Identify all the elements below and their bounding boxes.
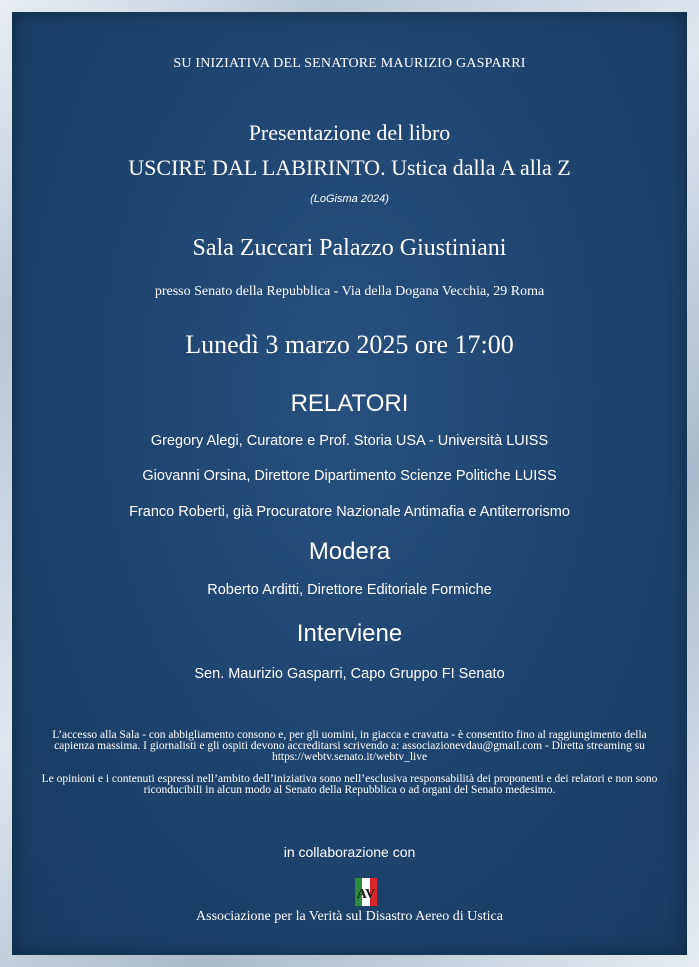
venue-address: presso Senato della Repubblica - Via della Dogana Vecchia, 29 Roma — [154, 284, 545, 299]
presentation-label: Presentazione del libro — [248, 120, 451, 145]
speaker-item: Franco Roberti, già Procuratore Nazionale Antimafia e Antiterrorismo — [129, 504, 570, 520]
intervener-name: Sen. Maurizio Gasparri, Capo Gruppo FI Senato — [194, 666, 505, 682]
invitation-panel — [12, 12, 687, 955]
speakers-heading: RELATORI — [290, 390, 409, 417]
moderator-name: Roberto Arditti, Direttore Editoriale Formiche — [207, 582, 492, 598]
association-logo-icon — [355, 878, 377, 906]
speaker-item: Giovanni Orsina, Direttore Dipartimento Scienze Politiche LUISS — [142, 468, 557, 484]
book-title: USCIRE DAL LABIRINTO. Ustica dalla A alla Z — [128, 155, 571, 180]
initiative-line: SU INIZIATIVA DEL SENATORE MAURIZIO GASPARRI — [173, 56, 526, 71]
access-notice: L’accesso alla Sala - con abbigliamento consono e, per gli uomini, in giacca e cravatta - è consentito fino al raggiungimento della capienza massima. I giornalisti e gli ospiti devono accreditarsi scrivendo a: associazionevdau@gmail.com - Diretta streaming su https://webtv.senato.it/webtv_live — [52, 729, 647, 763]
association-logo-text: AV — [356, 887, 376, 902]
publisher-label: (LoGisma 2024) — [310, 193, 389, 205]
disclaimer-notice: Le opinioni e i contenuti espressi nell’ambito dell’iniziativa sono nell’esclusiva responsabilità dei proponenti e dei relatori e non sono riconducibili in alcun modo al Senato della Repubblica o ad organi del Senato medesimo. — [41, 773, 658, 796]
event-date: Lunedì 3 marzo 2025 ore 17:00 — [185, 330, 514, 359]
speaker-item: Gregory Alegi, Curatore e Prof. Storia USA - Università LUISS — [150, 433, 549, 449]
collaboration-label: in collaborazione con — [283, 844, 416, 860]
venue-title: Sala Zuccari Palazzo Giustiniani — [192, 235, 507, 261]
association-name: Associazione per la Verità sul Disastro Aereo di Ustica — [196, 909, 503, 924]
intervener-heading: Interviene — [296, 620, 403, 647]
moderator-heading: Modera — [308, 538, 391, 565]
